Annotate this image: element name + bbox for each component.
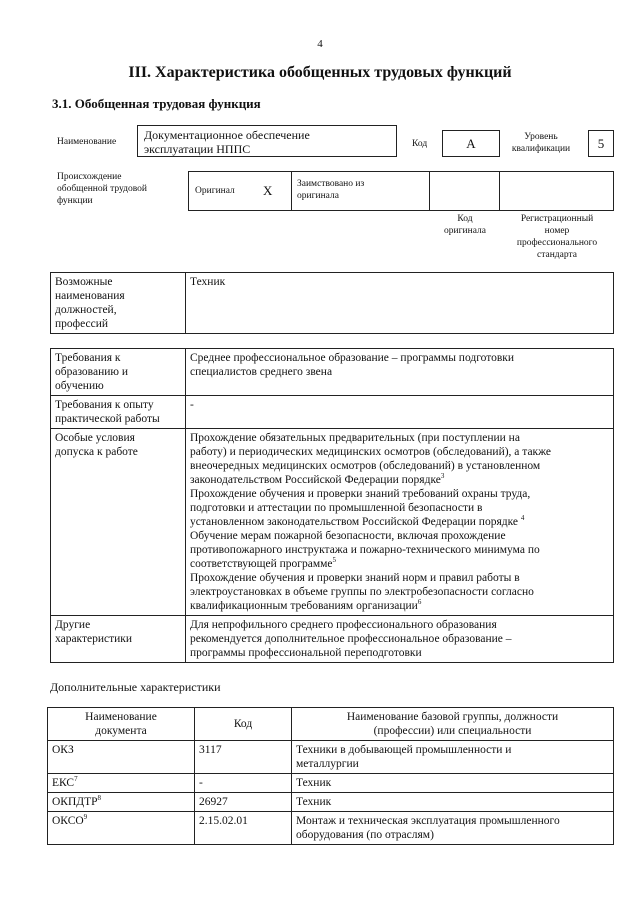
positions-label-line3: должностей, xyxy=(55,304,117,316)
reg-caption-line4: стандарта xyxy=(537,250,577,260)
education-value-line2: специалистов среднего звена xyxy=(190,366,333,378)
page-number: 4 xyxy=(317,38,323,50)
additional-title: Дополнительные характеристики xyxy=(50,680,221,694)
code-label: Код xyxy=(412,139,428,149)
name-value-line1: Документационное обеспечение xyxy=(144,128,310,142)
name-label: Наименование xyxy=(57,137,117,147)
row-name: Монтаж и техническая эксплуатация промышленного оборудования (по отраслям) xyxy=(292,812,614,845)
borrowed-line1: Заимствовано из xyxy=(297,179,365,189)
conditions-line: работу) и периодических медицинских осмотров (обследований), а также xyxy=(190,446,552,458)
conditions-line: квалификационным требованиям организации$^6$ xyxy=(190,598,422,612)
row-doc: ОКЗ xyxy=(48,741,195,774)
row-doc: ОКСО$^9$ xyxy=(48,812,195,845)
code-caption-line2: оригинала xyxy=(444,226,486,236)
footnote-ref: 4 xyxy=(520,514,525,523)
education-label xyxy=(51,349,186,396)
origin-label-line1: Происхождение xyxy=(57,172,122,182)
original-label: Оригинал xyxy=(195,186,235,196)
reg-caption-line1: Регистрационный xyxy=(520,214,594,224)
col-doc-header-line1: Наименование xyxy=(85,711,157,723)
origin-box xyxy=(188,171,614,211)
original-mark: X xyxy=(263,183,273,198)
other-value xyxy=(186,616,614,663)
row-code: 3117 xyxy=(195,741,292,774)
row-name: Техник xyxy=(292,793,614,812)
conditions-line: внеочередных медицинских осмотров (обследований) в установленном xyxy=(190,460,541,472)
positions-value: Техник xyxy=(186,273,614,334)
code-value: А xyxy=(442,130,500,157)
education-value-line1: Среднее профессиональное образование – программы подготовки xyxy=(190,352,515,364)
other-value-line1: Для непрофильного среднего профессионального образования xyxy=(190,619,497,631)
section-title: III. Характеристика обобщенных трудовых функций xyxy=(128,64,512,81)
conditions-line: Прохождение обучения и проверки знаний требований охраны труда, xyxy=(190,488,531,500)
name-value-box xyxy=(137,125,397,157)
conditions-line: Прохождение обучения и проверки знаний норм и правил работы в xyxy=(190,572,520,584)
other-label xyxy=(51,616,186,663)
reg-caption-line3: профессионального xyxy=(516,238,598,248)
table-row xyxy=(48,774,614,793)
origin-label-line3: функции xyxy=(57,196,93,206)
conditions-label xyxy=(51,429,186,616)
table-row xyxy=(48,793,614,812)
education-label-line2: образованию и xyxy=(55,366,128,378)
positions-table xyxy=(50,272,614,334)
requirements-table xyxy=(50,348,614,663)
conditions-label-line1: Особые условия xyxy=(55,432,135,444)
level-label-line1: Уровень xyxy=(524,132,558,142)
experience-label xyxy=(51,396,186,429)
col-name-header xyxy=(292,708,614,741)
positions-label-line1: Возможные xyxy=(55,276,113,288)
borrowed-label xyxy=(297,178,364,202)
origin-label-line2: обобщенной трудовой xyxy=(57,184,147,194)
conditions-line: законодательством Российской Федерации порядке$^3$ xyxy=(190,472,445,486)
experience-value: - xyxy=(186,396,614,429)
level-label-line2: квалификации xyxy=(511,144,571,154)
footnote-ref: 3 xyxy=(440,472,445,481)
name-value-line2: эксплуатации НППС xyxy=(144,142,251,156)
row-name: Техники в добывающей промышленности и металлургии xyxy=(292,741,614,774)
conditions-line: противопожарного инструктажа и пожарно-технического минимума по xyxy=(190,544,540,556)
reg-number-caption xyxy=(502,213,612,261)
col-code-header: Код xyxy=(195,708,292,741)
reg-caption-line2: номер xyxy=(544,226,570,236)
conditions-line: соответствующей программе$^5$ xyxy=(190,556,336,570)
experience-label-line1: Требования к опыту xyxy=(55,399,154,411)
level-value: 5 xyxy=(588,130,614,157)
table-row xyxy=(48,741,614,774)
code-original-caption xyxy=(430,213,500,237)
origin-label xyxy=(57,171,147,207)
conditions-line: Обучение мерам пожарной безопасности, включая прохождение xyxy=(190,530,506,542)
education-label-line3: обучению xyxy=(55,380,104,392)
other-value-line3: программы профессиональной переподготовки xyxy=(190,647,422,659)
col-doc-header xyxy=(48,708,195,741)
conditions-value xyxy=(186,429,614,616)
col-name-header-line1: Наименование базовой группы, должности xyxy=(346,711,559,723)
experience-label-line2: практической работы xyxy=(55,413,160,425)
positions-label-line4: профессий xyxy=(55,318,109,330)
row-doc: ЕКС$^7$ xyxy=(48,774,195,793)
other-value-line2: рекомендуется дополнительное профессиональное образование – xyxy=(190,633,512,645)
conditions-line: подготовки и аттестации по промышленной безопасности в xyxy=(190,502,483,514)
col-name-header-line2: (профессии) или специальности xyxy=(373,725,532,737)
row-code: 26927 xyxy=(195,793,292,812)
row-code: 2.15.02.01 xyxy=(195,812,292,845)
additional-table xyxy=(47,707,614,845)
conditions-line: Прохождение обязательных предварительных (при поступлении на xyxy=(190,432,520,444)
conditions-line: электроустановках в объеме группы по электробезопасности согласно xyxy=(190,586,534,598)
education-value xyxy=(186,349,614,396)
conditions-line: установленном законодательством Российской Федерации порядке $^4$ xyxy=(190,514,525,528)
level-label xyxy=(506,131,576,155)
subsection-title: 3.1. Обобщенная трудовая функция xyxy=(52,96,261,111)
table-row xyxy=(48,812,614,845)
other-label-line2: характеристики xyxy=(55,633,133,645)
footnote-ref: 6 xyxy=(417,598,422,607)
col-doc-header-line2: документа xyxy=(95,725,147,737)
other-label-line1: Другие xyxy=(55,619,91,631)
conditions-label-line2: допуска к работе xyxy=(55,446,138,458)
row-code: - xyxy=(195,774,292,793)
borrowed-line2: оригинала xyxy=(297,191,339,201)
education-label-line1: Требования к xyxy=(55,352,121,364)
positions-label-line2: наименования xyxy=(55,290,125,302)
positions-label xyxy=(51,273,186,334)
code-caption-line1: Код xyxy=(457,214,473,224)
row-name: Техник xyxy=(292,774,614,793)
footnote-ref: 5 xyxy=(332,556,336,565)
row-doc: ОКПДТР$^8$ xyxy=(48,793,195,812)
